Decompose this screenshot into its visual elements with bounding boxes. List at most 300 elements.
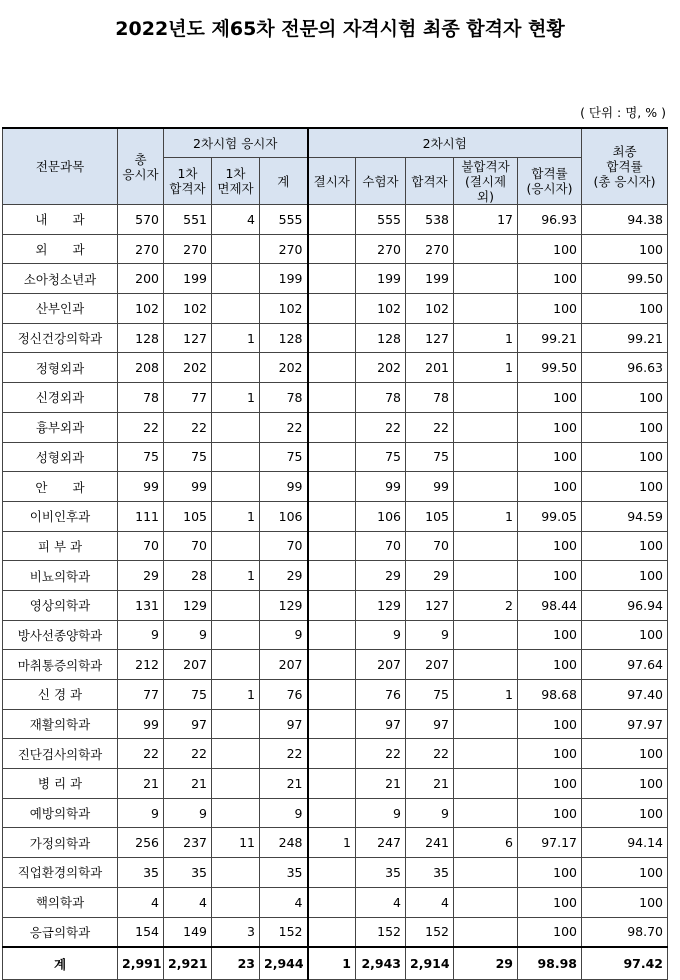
table-row	[3, 887, 668, 917]
failed-cell	[454, 739, 518, 769]
examinees-cell: 128	[356, 323, 406, 353]
absent-cell	[308, 680, 356, 710]
total-cell: 22	[118, 412, 164, 442]
absent-cell	[308, 412, 356, 442]
examinees-cell: 152	[356, 917, 406, 947]
subject-cell: 방사선종양학과	[3, 620, 118, 650]
examinees-cell: 2,943	[356, 947, 406, 980]
first-exempt-cell	[212, 739, 260, 769]
absent-cell	[308, 264, 356, 294]
failed-cell	[454, 442, 518, 472]
subject-cell: 마취통증의학과	[3, 650, 118, 680]
first-exempt-cell: 11	[212, 828, 260, 858]
examinees-cell: 555	[356, 205, 406, 235]
final-rate-cell: 97.64	[582, 650, 668, 680]
subject-cell: 흉부외과	[3, 412, 118, 442]
sum-cell: 202	[260, 353, 308, 383]
table-row	[3, 739, 668, 769]
total-cell: 102	[118, 294, 164, 324]
first-pass-cell: 28	[164, 561, 212, 591]
first-exempt-cell: 1	[212, 561, 260, 591]
first-pass-cell: 75	[164, 442, 212, 472]
passed-cell: 199	[406, 264, 454, 294]
header-first-pass: 1차 합격자	[164, 158, 212, 205]
total-cell: 212	[118, 650, 164, 680]
failed-cell	[454, 917, 518, 947]
sum-cell: 129	[260, 590, 308, 620]
table-row	[3, 561, 668, 591]
examinees-cell: 247	[356, 828, 406, 858]
examinees-cell: 22	[356, 739, 406, 769]
first-pass-cell: 97	[164, 709, 212, 739]
final-rate-cell: 100	[582, 561, 668, 591]
final-rate-cell: 99.50	[582, 264, 668, 294]
first-pass-cell: 77	[164, 383, 212, 413]
final-rate-cell: 100	[582, 294, 668, 324]
first-exempt-cell	[212, 858, 260, 888]
passed-cell: 270	[406, 234, 454, 264]
final-rate-cell: 100	[582, 412, 668, 442]
failed-cell	[454, 858, 518, 888]
pass-rate-cell: 100	[518, 412, 582, 442]
table-row	[3, 917, 668, 947]
pass-rate-cell: 100	[518, 858, 582, 888]
table-row	[3, 353, 668, 383]
header-examinees: 수험자	[356, 158, 406, 205]
table-row	[3, 769, 668, 799]
first-pass-cell: 270	[164, 234, 212, 264]
final-rate-cell: 97.40	[582, 680, 668, 710]
examinees-cell: 75	[356, 442, 406, 472]
final-rate-cell: 96.63	[582, 353, 668, 383]
final-rate-cell: 100	[582, 234, 668, 264]
passed-cell: 99	[406, 472, 454, 502]
examinees-cell: 9	[356, 620, 406, 650]
first-exempt-cell	[212, 650, 260, 680]
subject-cell: 영상의학과	[3, 590, 118, 620]
examinees-cell: 4	[356, 887, 406, 917]
examinees-cell: 199	[356, 264, 406, 294]
total-cell: 111	[118, 501, 164, 531]
total-cell: 200	[118, 264, 164, 294]
table-row	[3, 828, 668, 858]
failed-cell	[454, 234, 518, 264]
failed-cell	[454, 531, 518, 561]
total-cell: 99	[118, 472, 164, 502]
passed-cell: 4	[406, 887, 454, 917]
passed-cell: 21	[406, 769, 454, 799]
first-pass-cell: 237	[164, 828, 212, 858]
final-rate-cell: 94.59	[582, 501, 668, 531]
first-exempt-cell	[212, 887, 260, 917]
absent-cell	[308, 294, 356, 324]
first-exempt-cell	[212, 353, 260, 383]
pass-rate-cell: 100	[518, 917, 582, 947]
subject-cell: 신 경 과	[3, 680, 118, 710]
examinees-cell: 270	[356, 234, 406, 264]
failed-cell: 6	[454, 828, 518, 858]
subject-cell: 진단검사의학과	[3, 739, 118, 769]
passed-cell: 22	[406, 739, 454, 769]
first-pass-cell: 21	[164, 769, 212, 799]
unit-label: ( 단위 : 명, % )	[580, 105, 666, 120]
header-first-exempt: 1차 면제자	[212, 158, 260, 205]
absent-cell	[308, 858, 356, 888]
passed-cell: 70	[406, 531, 454, 561]
subject-cell: 병 리 과	[3, 769, 118, 799]
table-row	[3, 501, 668, 531]
sum-cell: 4	[260, 887, 308, 917]
sum-cell: 9	[260, 620, 308, 650]
first-exempt-cell	[212, 531, 260, 561]
subject-cell: 피 부 과	[3, 531, 118, 561]
sum-cell: 22	[260, 412, 308, 442]
examinees-cell: 70	[356, 531, 406, 561]
sum-cell: 2,944	[260, 947, 308, 980]
failed-cell: 1	[454, 323, 518, 353]
failed-cell: 17	[454, 205, 518, 235]
first-pass-cell: 9	[164, 620, 212, 650]
pass-rate-cell: 98.68	[518, 680, 582, 710]
first-exempt-cell: 23	[212, 947, 260, 980]
header-subject: 전문과목	[3, 128, 118, 205]
passed-cell: 102	[406, 294, 454, 324]
header-second-exam-applicants: 2차시험 응시자	[164, 128, 308, 158]
total-cell: 29	[118, 561, 164, 591]
total-cell: 9	[118, 620, 164, 650]
failed-cell	[454, 561, 518, 591]
header-total-applicants: 총 응시자	[118, 128, 164, 205]
pass-rate-cell: 100	[518, 561, 582, 591]
absent-cell	[308, 472, 356, 502]
first-pass-cell: 551	[164, 205, 212, 235]
sum-cell: 207	[260, 650, 308, 680]
pass-rate-cell: 100	[518, 383, 582, 413]
absent-cell	[308, 620, 356, 650]
header-pass-rate: 합격률 (응시자)	[518, 158, 582, 205]
examinees-cell: 76	[356, 680, 406, 710]
table-row	[3, 472, 668, 502]
table-row	[3, 858, 668, 888]
final-rate-cell: 100	[582, 858, 668, 888]
passed-cell: 9	[406, 620, 454, 650]
final-rate-cell: 99.21	[582, 323, 668, 353]
absent-cell	[308, 709, 356, 739]
passed-cell: 22	[406, 412, 454, 442]
first-exempt-cell	[212, 709, 260, 739]
final-rate-cell: 100	[582, 442, 668, 472]
absent-cell	[308, 917, 356, 947]
examinees-cell: 97	[356, 709, 406, 739]
first-exempt-cell	[212, 294, 260, 324]
subject-cell: 정신건강의학과	[3, 323, 118, 353]
total-cell: 9	[118, 798, 164, 828]
subject-cell: 이비인후과	[3, 501, 118, 531]
first-exempt-cell: 4	[212, 205, 260, 235]
sum-cell: 35	[260, 858, 308, 888]
table-row	[3, 412, 668, 442]
table-row	[3, 620, 668, 650]
final-rate-cell: 97.42	[582, 947, 668, 980]
passed-cell: 201	[406, 353, 454, 383]
final-rate-cell: 100	[582, 531, 668, 561]
subject-cell: 신경외과	[3, 383, 118, 413]
sum-cell: 21	[260, 769, 308, 799]
final-rate-cell: 97.97	[582, 709, 668, 739]
passed-cell: 75	[406, 680, 454, 710]
passed-cell: 207	[406, 650, 454, 680]
examinees-cell: 129	[356, 590, 406, 620]
subject-cell: 핵의학과	[3, 887, 118, 917]
failed-cell	[454, 472, 518, 502]
sum-cell: 106	[260, 501, 308, 531]
passed-cell: 538	[406, 205, 454, 235]
absent-cell	[308, 650, 356, 680]
total-cell: 128	[118, 323, 164, 353]
examinees-cell: 29	[356, 561, 406, 591]
pass-rate-cell: 100	[518, 531, 582, 561]
pass-rate-cell: 99.21	[518, 323, 582, 353]
first-exempt-cell	[212, 442, 260, 472]
examinees-cell: 102	[356, 294, 406, 324]
total-cell: 270	[118, 234, 164, 264]
pass-rate-cell: 99.05	[518, 501, 582, 531]
table-row	[3, 234, 668, 264]
total-cell: 75	[118, 442, 164, 472]
pass-rate-cell: 98.98	[518, 947, 582, 980]
first-exempt-cell	[212, 264, 260, 294]
table-row	[3, 205, 668, 235]
page-title: 2022년도 제65차 전문의 자격시험 최종 합격자 현황	[115, 18, 565, 40]
first-pass-cell: 102	[164, 294, 212, 324]
failed-cell	[454, 650, 518, 680]
pass-rate-cell: 100	[518, 620, 582, 650]
header-passed: 합격자	[406, 158, 454, 205]
subject-cell: 재활의학과	[3, 709, 118, 739]
absent-cell	[308, 798, 356, 828]
total-cell: 21	[118, 769, 164, 799]
table-row	[3, 383, 668, 413]
sum-cell: 22	[260, 739, 308, 769]
subject-cell: 비뇨의학과	[3, 561, 118, 591]
first-pass-cell: 99	[164, 472, 212, 502]
total-cell: 35	[118, 858, 164, 888]
absent-cell	[308, 353, 356, 383]
table-body	[3, 205, 668, 980]
first-pass-cell: 70	[164, 531, 212, 561]
subject-cell: 산부인과	[3, 294, 118, 324]
first-exempt-cell	[212, 472, 260, 502]
final-rate-cell: 94.14	[582, 828, 668, 858]
absent-cell	[308, 887, 356, 917]
first-exempt-cell: 1	[212, 323, 260, 353]
pass-rate-cell: 100	[518, 739, 582, 769]
pass-rate-cell: 100	[518, 264, 582, 294]
failed-cell	[454, 294, 518, 324]
header-failed: 불합격자 (결시제외)	[454, 158, 518, 205]
first-pass-cell: 22	[164, 412, 212, 442]
passed-cell: 29	[406, 561, 454, 591]
subject-cell: 직업환경의학과	[3, 858, 118, 888]
pass-rate-cell: 100	[518, 442, 582, 472]
failed-cell	[454, 798, 518, 828]
first-exempt-cell: 1	[212, 383, 260, 413]
passed-cell: 127	[406, 323, 454, 353]
total-cell: 4	[118, 887, 164, 917]
failed-cell	[454, 709, 518, 739]
sum-cell: 75	[260, 442, 308, 472]
subject-cell: 외 과	[3, 234, 118, 264]
absent-cell	[308, 205, 356, 235]
first-pass-cell: 199	[164, 264, 212, 294]
header-absent: 결시자	[308, 158, 356, 205]
passed-cell: 78	[406, 383, 454, 413]
total-cell: 70	[118, 531, 164, 561]
final-rate-cell: 100	[582, 769, 668, 799]
first-pass-cell: 75	[164, 680, 212, 710]
absent-cell: 1	[308, 947, 356, 980]
total-cell: 154	[118, 917, 164, 947]
absent-cell	[308, 531, 356, 561]
absent-cell	[308, 590, 356, 620]
sum-cell: 248	[260, 828, 308, 858]
sum-cell: 76	[260, 680, 308, 710]
final-rate-cell: 100	[582, 887, 668, 917]
total-row	[3, 947, 668, 980]
sum-cell: 270	[260, 234, 308, 264]
final-rate-cell: 96.94	[582, 590, 668, 620]
first-pass-cell: 105	[164, 501, 212, 531]
sum-cell: 70	[260, 531, 308, 561]
sum-cell: 97	[260, 709, 308, 739]
pass-rate-cell: 96.93	[518, 205, 582, 235]
absent-cell	[308, 501, 356, 531]
sum-cell: 128	[260, 323, 308, 353]
table-row	[3, 323, 668, 353]
failed-cell	[454, 769, 518, 799]
pass-rate-cell: 100	[518, 769, 582, 799]
header-final-rate: 최종 합격률 (총 응시자)	[582, 128, 668, 205]
first-pass-cell: 129	[164, 590, 212, 620]
examinees-cell: 9	[356, 798, 406, 828]
total-cell: 78	[118, 383, 164, 413]
examinees-cell: 22	[356, 412, 406, 442]
subject-cell: 계	[3, 947, 118, 980]
final-rate-cell: 98.70	[582, 917, 668, 947]
examinees-cell: 207	[356, 650, 406, 680]
failed-cell: 29	[454, 947, 518, 980]
first-pass-cell: 4	[164, 887, 212, 917]
table-row	[3, 531, 668, 561]
failed-cell: 2	[454, 590, 518, 620]
pass-rate-cell: 100	[518, 887, 582, 917]
first-exempt-cell: 3	[212, 917, 260, 947]
first-exempt-cell	[212, 620, 260, 650]
first-pass-cell: 2,921	[164, 947, 212, 980]
final-rate-cell: 100	[582, 739, 668, 769]
failed-cell: 1	[454, 501, 518, 531]
sum-cell: 9	[260, 798, 308, 828]
sum-cell: 152	[260, 917, 308, 947]
first-exempt-cell	[212, 412, 260, 442]
examinees-cell: 99	[356, 472, 406, 502]
absent-cell	[308, 769, 356, 799]
table-row	[3, 798, 668, 828]
table-row	[3, 442, 668, 472]
first-exempt-cell: 1	[212, 501, 260, 531]
pass-rate-cell: 100	[518, 294, 582, 324]
pass-rate-cell: 100	[518, 234, 582, 264]
total-cell: 2,991	[118, 947, 164, 980]
first-pass-cell: 22	[164, 739, 212, 769]
first-exempt-cell	[212, 798, 260, 828]
table-row	[3, 650, 668, 680]
sum-cell: 199	[260, 264, 308, 294]
total-cell: 131	[118, 590, 164, 620]
subject-cell: 예방의학과	[3, 798, 118, 828]
sum-cell: 555	[260, 205, 308, 235]
failed-cell: 1	[454, 353, 518, 383]
table-row	[3, 264, 668, 294]
passed-cell: 152	[406, 917, 454, 947]
passed-cell: 97	[406, 709, 454, 739]
pass-rate-cell: 97.17	[518, 828, 582, 858]
first-exempt-cell: 1	[212, 680, 260, 710]
total-cell: 77	[118, 680, 164, 710]
passed-cell: 2,914	[406, 947, 454, 980]
passed-cell: 9	[406, 798, 454, 828]
absent-cell	[308, 442, 356, 472]
subject-cell: 소아청소년과	[3, 264, 118, 294]
subject-cell: 성형외과	[3, 442, 118, 472]
table-row	[3, 709, 668, 739]
failed-cell	[454, 264, 518, 294]
absent-cell: 1	[308, 828, 356, 858]
failed-cell	[454, 383, 518, 413]
total-cell: 256	[118, 828, 164, 858]
final-rate-cell: 94.38	[582, 205, 668, 235]
pass-rate-cell: 99.50	[518, 353, 582, 383]
absent-cell	[308, 323, 356, 353]
total-cell: 99	[118, 709, 164, 739]
failed-cell	[454, 887, 518, 917]
final-rate-cell: 100	[582, 383, 668, 413]
total-cell: 22	[118, 739, 164, 769]
results-table	[2, 127, 668, 980]
pass-rate-cell: 100	[518, 650, 582, 680]
examinees-cell: 78	[356, 383, 406, 413]
absent-cell	[308, 561, 356, 591]
total-cell: 570	[118, 205, 164, 235]
subject-cell: 가정의학과	[3, 828, 118, 858]
passed-cell: 241	[406, 828, 454, 858]
failed-cell	[454, 412, 518, 442]
pass-rate-cell: 100	[518, 709, 582, 739]
examinees-cell: 106	[356, 501, 406, 531]
sum-cell: 78	[260, 383, 308, 413]
first-exempt-cell	[212, 769, 260, 799]
subject-cell: 내 과	[3, 205, 118, 235]
pass-rate-cell: 100	[518, 798, 582, 828]
failed-cell: 1	[454, 680, 518, 710]
final-rate-cell: 100	[582, 798, 668, 828]
subject-cell: 정형외과	[3, 353, 118, 383]
table-row	[3, 680, 668, 710]
first-exempt-cell	[212, 590, 260, 620]
sum-cell: 29	[260, 561, 308, 591]
first-exempt-cell	[212, 234, 260, 264]
passed-cell: 75	[406, 442, 454, 472]
